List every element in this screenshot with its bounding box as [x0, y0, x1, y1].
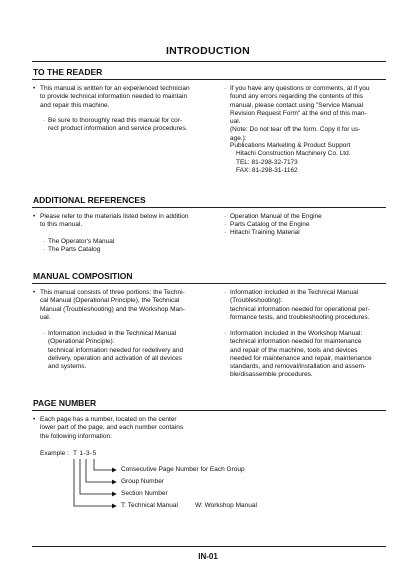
reference-operators-manual: The Operator's Manual — [48, 238, 115, 245]
contact-org: Publications Marketing & Product Support — [230, 142, 351, 149]
bullet-icon: • — [33, 416, 36, 423]
sub-bullet-icon: · — [224, 85, 227, 92]
footer-rule — [32, 546, 386, 547]
sub-bullet-icon: · — [43, 246, 46, 253]
reference-parts-catalog: The Parts Catalog — [48, 246, 101, 253]
example-code: T 1-3-5 — [73, 450, 97, 457]
bullet-icon: • — [33, 289, 36, 296]
arrow-section-number — [80, 459, 116, 494]
sub-bullet-icon: · — [43, 238, 46, 245]
sub-bullet-icon: · — [224, 221, 227, 228]
reader-right-text: If you have any questions or comments, at if you found any errors regarding the contents of this manual, please contact using "Service Manual Revision Request Form" at the end of this man- ual. (Note: Do not tear off the form. Copy it for us- age.): — [230, 85, 370, 142]
contact-company: Hitachi Construction Machinery Co. Ltd. — [236, 150, 351, 157]
sub-bullet-icon: · — [43, 330, 46, 337]
legend-technical-manual: T: Technical Manual — [121, 502, 178, 509]
page-number-text: Each page has a number, located on the center lower part of the page, and each number contains the following information: — [40, 416, 184, 440]
sub-bullet-icon: · — [43, 117, 46, 124]
legend-group-number: Group Number — [121, 478, 164, 485]
reader-left-sub: Be sure to thoroughly read this manual for cor- rect product information and service procedures. — [48, 117, 188, 133]
sub-bullet-icon: · — [224, 330, 227, 337]
legend-consecutive-page: Consecutive Page Number for Each Group — [121, 466, 245, 473]
references-left-text: Please refer to the materials listed below in addition to this manual. — [40, 213, 189, 229]
contact-tel: TEL: 81-298-32-7173 — [236, 159, 298, 166]
arrow-consecutive-page — [94, 459, 116, 470]
composition-right-troubleshooting: Information included in the Technical Manual (Troubleshooting): technical information needed for operational per- formance tests, and troubleshooting procedures. — [230, 289, 370, 321]
to-the-reader-heading: TO THE READER — [33, 67, 103, 77]
footer-page-number: IN-01 — [198, 552, 218, 561]
composition-left-text: This manual consists of three portions: the Techni- cal Manual (Operational Principle), the Technical Manual (Troubleshooting) and the Workshop Man- ual. — [40, 289, 185, 321]
arrow-group-number — [86, 459, 116, 482]
page-title: INTRODUCTION — [165, 45, 251, 57]
bullet-icon: • — [33, 213, 36, 220]
page-number-heading: PAGE NUMBER — [33, 398, 97, 408]
composition-left-sub: Information included in the Technical Manual (Operational Principle): technical information needed for redelivery and delivery, operation and activation of all devices and systems. — [48, 330, 184, 371]
reference-training: Hitachi Training Material — [230, 229, 300, 236]
contact-fax: FAX: 81-298-31-1162 — [236, 167, 298, 174]
sub-bullet-icon: · — [224, 229, 227, 236]
reader-left-text: This manual is written for an experienced technician to provide technical information needed to maintain and repair this machine. — [40, 85, 190, 109]
sub-bullet-icon: · — [224, 213, 227, 220]
reference-engine-parts: Parts Catalog of the Engine — [230, 221, 310, 228]
composition-right-workshop: Information included in the Workshop Manual: technical information needed for maintenance and repair of the machine, tools and devices needed for maintenance and repair, maintenance standards, and removal/installation and assem- ble/disassemble procedures. — [230, 330, 372, 379]
legend-workshop-manual: W: Workshop Manual — [195, 502, 257, 509]
reference-engine-manual: Operation Manual of the Engine — [230, 213, 322, 220]
bullet-icon: • — [33, 85, 36, 92]
legend-section-number: Section Number — [121, 490, 168, 497]
additional-references-heading: ADDITIONAL REFERENCES — [33, 195, 146, 205]
example-label: Example : — [40, 450, 69, 457]
sub-bullet-icon: · — [224, 289, 227, 296]
manual-composition-heading: MANUAL COMPOSITION — [33, 271, 133, 281]
